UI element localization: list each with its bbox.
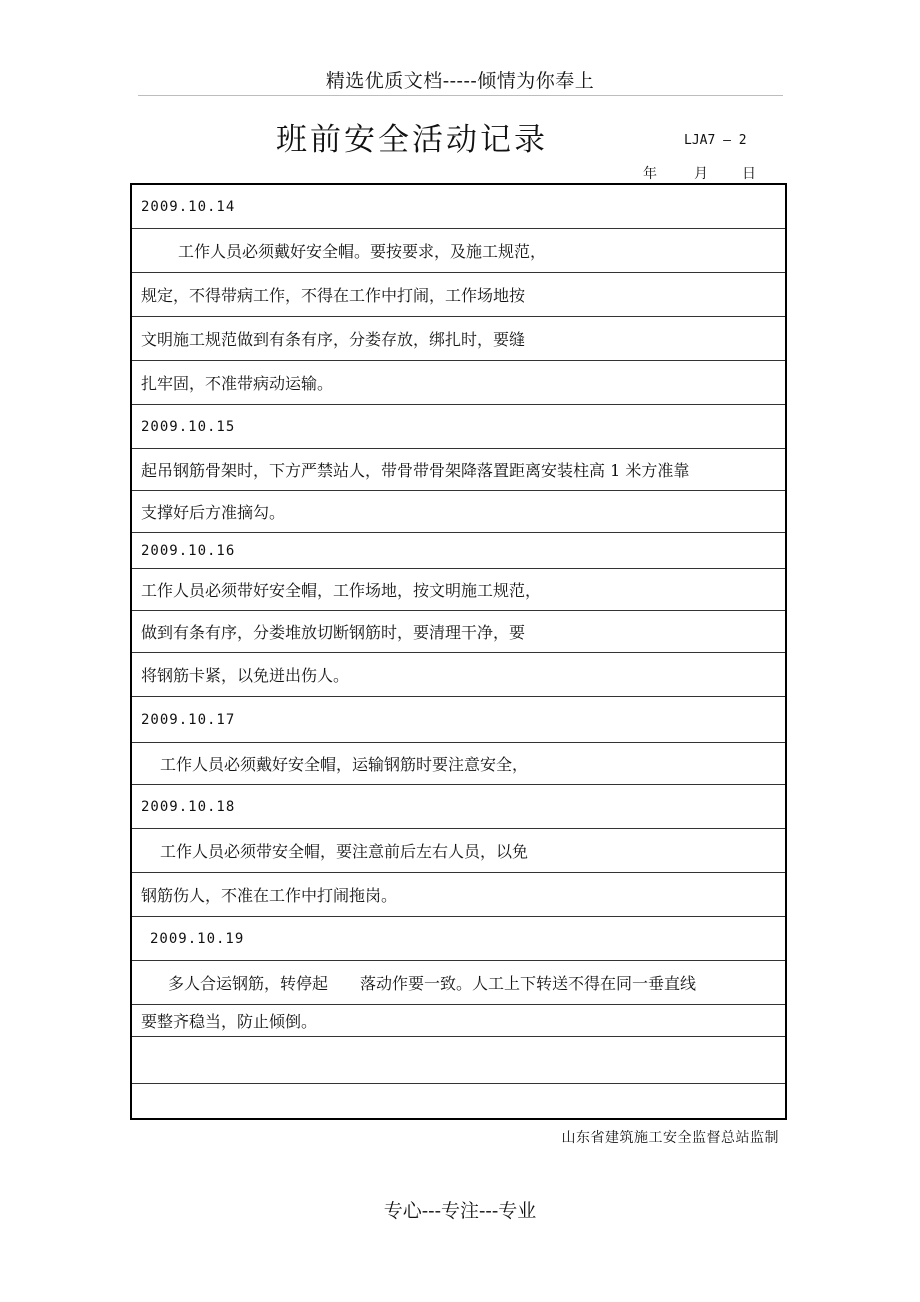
record-text-row: 多人合运钢筋，转停起 落动作要一致。人工上下转送不得在同一垂直线 [132, 961, 785, 1005]
record-text-row: 工作人员必须戴好安全帽，运输钢筋时要注意安全， [132, 743, 785, 785]
date-month-label: 月 [694, 166, 708, 182]
record-text-row: 规定，不得带病工作，不得在工作中打闹，工作场地按 [132, 273, 785, 317]
record-text-row: 工作人员必须戴好安全帽。要按要求，及施工规范， [132, 229, 785, 273]
record-date-row: 2009.10.17 [132, 697, 785, 743]
record-text-row: 钢筋伤人，不准在工作中打闹拖岗。 [132, 873, 785, 917]
record-text-row: 工作人员必须带好安全帽，工作场地，按文明施工规范， [132, 569, 785, 611]
record-date-row: 2009.10.16 [132, 533, 785, 569]
record-text-row: 起吊钢筋骨架时，下方严禁站人，带骨带骨架降落置距离安装柱高 1 米方准靠 [132, 449, 785, 491]
header-divider [138, 95, 783, 96]
record-date-row: 2009.10.15 [132, 405, 785, 449]
record-date-row: 2009.10.18 [132, 785, 785, 829]
record-text-row: 扎牢固，不准带病动运输。 [132, 361, 785, 405]
supervisor-note: 山东省建筑施工安全监督总站监制 [561, 1130, 779, 1146]
date-day-label: 日 [742, 166, 756, 182]
document-header-text: 精选优质文档-----倾情为你奉上 [325, 70, 595, 92]
record-table [130, 183, 787, 1120]
record-text-row: 将钢筋卡紧，以免迸出伤人。 [132, 653, 785, 697]
record-empty-row [132, 1037, 785, 1084]
record-empty-row [132, 1084, 785, 1118]
date-year-label: 年 [643, 166, 657, 182]
form-code: LJA7 — 2 [684, 133, 747, 148]
record-text-row: 做到有条有序，分娄堆放切断钢筋时，要清理干净，要 [132, 611, 785, 653]
record-text-row: 文明施工规范做到有条有序，分娄存放，绑扎时，要缝 [132, 317, 785, 361]
record-date-row: 2009.10.19 [132, 917, 785, 961]
record-text-row: 要整齐稳当，防止倾倒。 [132, 1005, 785, 1037]
page-title: 班前安全活动记录 [276, 122, 548, 158]
record-text-row: 支撑好后方准摘勾。 [132, 491, 785, 533]
record-text-row: 工作人员必须带安全帽，要注意前后左右人员，以免 [132, 829, 785, 873]
record-date-row: 2009.10.14 [132, 185, 785, 229]
document-footer-text: 专心---专注---专业 [383, 1200, 537, 1222]
